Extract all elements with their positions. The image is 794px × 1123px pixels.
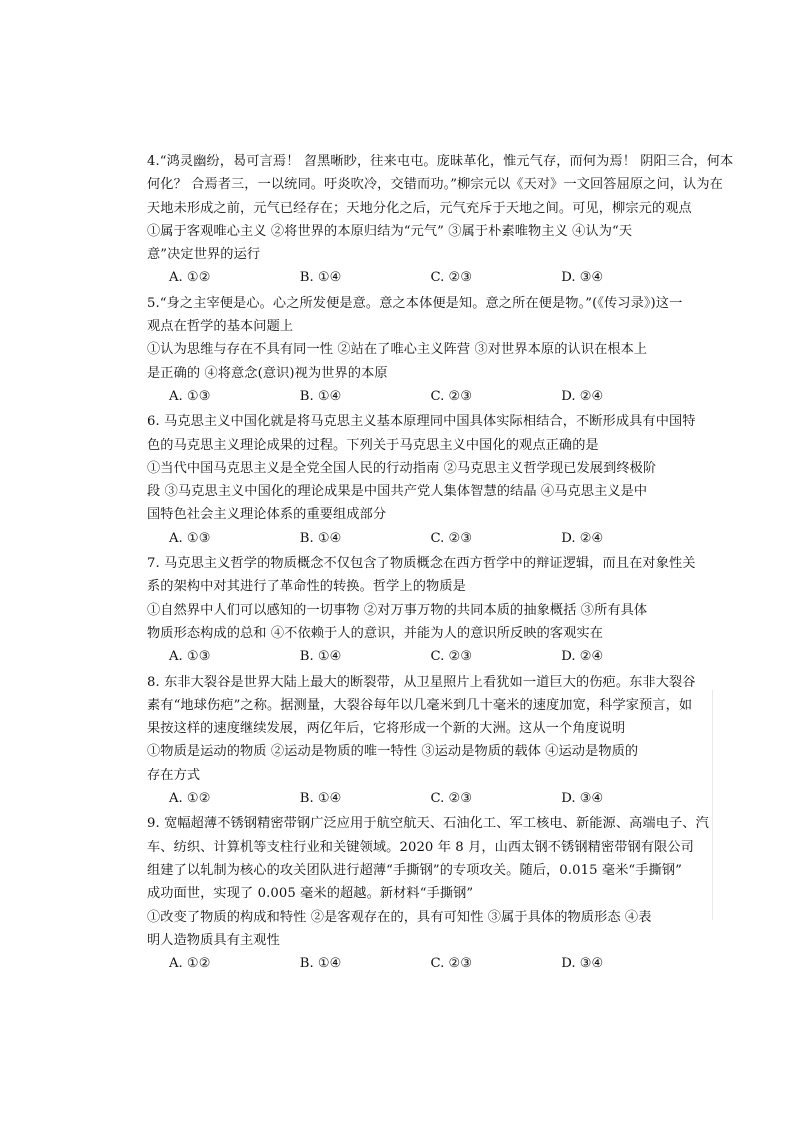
question-text-line: 存在方式 [147,767,201,783]
question-text-line: ①自然界中人们可以感知的一切事物 ②对万事万物的共同本质的抽象概括 ③所有具体 [147,602,648,618]
question-text-line: 明人造物质具有主观性 [147,932,280,948]
answer-choice-b[interactable]: B. ①④ [299,530,342,546]
answer-choice-b[interactable]: B. ①④ [299,649,342,665]
question-5 [147,292,692,408]
question-stem: 7. 马克思主义哲学的物质概念不仅包含了物质概念在西方哲学中的辩证逻辑，而且在对象性关 [147,556,696,572]
question-text-line: 是正确的 ④将意念(意识)视为世界的本原 [147,365,388,381]
answer-choices [147,266,692,289]
answer-choice-b[interactable]: B. ①④ [299,388,342,404]
answer-choices [147,527,692,550]
answer-choice-a[interactable]: A. ①② [169,956,211,972]
answer-choice-d[interactable]: D. ③④ [561,270,604,286]
question-stem: 8. 东非大裂谷是世界大陆上最大的断裂带，从卫星照片上看犹如一道巨大的伤疤。东非大裂谷 [147,674,696,690]
question-9 [147,812,709,975]
question-text-line: ①改变了物质的构成和特性 ②是客观存在的，具有可知性 ③属于具体的物质形态 ④表 [147,909,652,925]
question-text-line: 果按这样的速度继续发展，两亿年后，它将形成一个新的大洲。这从一个角度说明 [147,721,626,737]
question-text-line: 素有“地球伤疤”之称。据测量，大裂谷每年以几毫米到几十毫米的速度加宽，科学家预言，如 [147,697,693,713]
question-text-line: ①当代中国马克思主义是全党全国人民的行动指南 ②马克思主义哲学现已发展到终极阶 [147,460,657,476]
question-text-line: 车、纺织、计算机等支柱行业和关键领域。2020 年 8 月，山西太钢不锈钢精密带钢有限公司 [147,839,694,855]
question-text-line: ①认为思维与存在不具有同一性 ②站在了唯心主义阵营 ③对世界本原的认识在根本上 [147,342,648,358]
question-text-line: 观点在哲学的基本问题上 [147,319,294,335]
question-text-line: ①属于客观唯心主义 ②将世界的本原归结为“元气” ③属于朴素唯物主义 ④认为“天 [147,223,633,239]
answer-choice-a[interactable]: A. ①③ [169,388,211,404]
answer-choice-b[interactable]: B. ①④ [299,270,342,286]
answer-choice-a[interactable]: A. ①③ [169,530,211,546]
answer-choice-a[interactable]: A. ①② [169,791,211,807]
answer-choice-c[interactable]: C. ②③ [430,956,473,972]
question-text-line: 成功面世，实现了 0.005 毫米的超越。新材料“手撕钢” [147,886,474,902]
question-8 [147,671,696,811]
answer-choice-b[interactable]: B. ①④ [299,791,342,807]
answer-choice-d[interactable]: D. ③④ [561,791,604,807]
answer-choice-d[interactable]: D. ②④ [561,388,604,404]
answer-choice-c[interactable]: C. ②③ [430,388,473,404]
answer-choice-d[interactable]: D. ②④ [561,649,604,665]
question-6 [147,410,696,550]
answer-choices [147,952,692,975]
question-text-line: 国特色社会主义理论体系的重要组成部分 [147,507,387,523]
answer-choice-b[interactable]: B. ①④ [299,956,342,972]
answer-choice-d[interactable]: D. ②④ [561,530,604,546]
answer-choice-c[interactable]: C. ②③ [430,791,473,807]
question-text-line: 段 ③马克思主义中国化的理论成果是中国共产党人集体智慧的结晶 ④马克思主义是中 [147,484,648,500]
answer-choice-c[interactable]: C. ②③ [430,530,473,546]
question-text-line: 组建了以轧制为核心的攻关团队进行超薄“手撕钢”的专项攻关。随后，0.015 毫米“手撕钢” [147,862,682,878]
question-stem: 6. 马克思主义中国化就是将马克思主义基本原理同中国具体实际相结合，不断形成具有中国特 [147,414,696,430]
answer-choices [147,787,692,810]
question-text-line: 系的架构中对其进行了革命性的转换。哲学上的物质是 [147,579,466,595]
answer-choice-c[interactable]: C. ②③ [430,649,473,665]
question-text-line: 何化？ 合焉者三，一以统同。吁炎吹冷，交错而功。”柳宗元以《天对》一文回答屈原之问，认为在 [147,177,723,193]
question-text-line: ①物质是运动的物质 ②运动是物质的唯一特性 ③运动是物质的载体 ④运动是物质的 [147,744,639,760]
answer-choice-d[interactable]: D. ③④ [561,956,604,972]
question-7 [147,552,696,668]
answer-choices [147,385,692,408]
answer-choice-c[interactable]: C. ②③ [430,270,473,286]
question-text-line: 色的马克思主义理论成果的过程。下列关于马克思主义中国化的观点正确的是 [147,437,599,453]
question-4 [147,150,734,290]
answer-choice-a[interactable]: A. ①② [169,270,211,286]
scan-edge-divider [712,690,713,920]
question-stem: 9. 宽幅超薄不锈钢精密带钢广泛应用于航空航天、石油化工、军工核电、新能源、高端电子、汽 [147,816,709,832]
question-stem: 5.“身之主宰便是心。心之所发便是意。意之本体便是知。意之所在便是物。”(《传习录》)这一 [147,295,683,311]
question-text-line: 天地未形成之前，元气已经存在；天地分化之后，元气充斥于天地之间。可见，柳宗元的观点 [147,200,692,216]
question-stem: 4.“鸿灵幽纷，曷可言焉！ 曶黑晰眇，往来屯屯。庞昧革化，惟元气存，而何为焉！ 阴阳三合，何本 [147,154,734,169]
answer-choice-a[interactable]: A. ①③ [169,649,211,665]
question-text-line: 物质形态构成的总和 ④不依赖于人的意识，并能为人的意识所反映的客观实在 [147,625,604,641]
exam-page [147,150,734,977]
question-text-line: 意”决定世界的运行 [147,247,261,263]
answer-choices [147,645,692,668]
